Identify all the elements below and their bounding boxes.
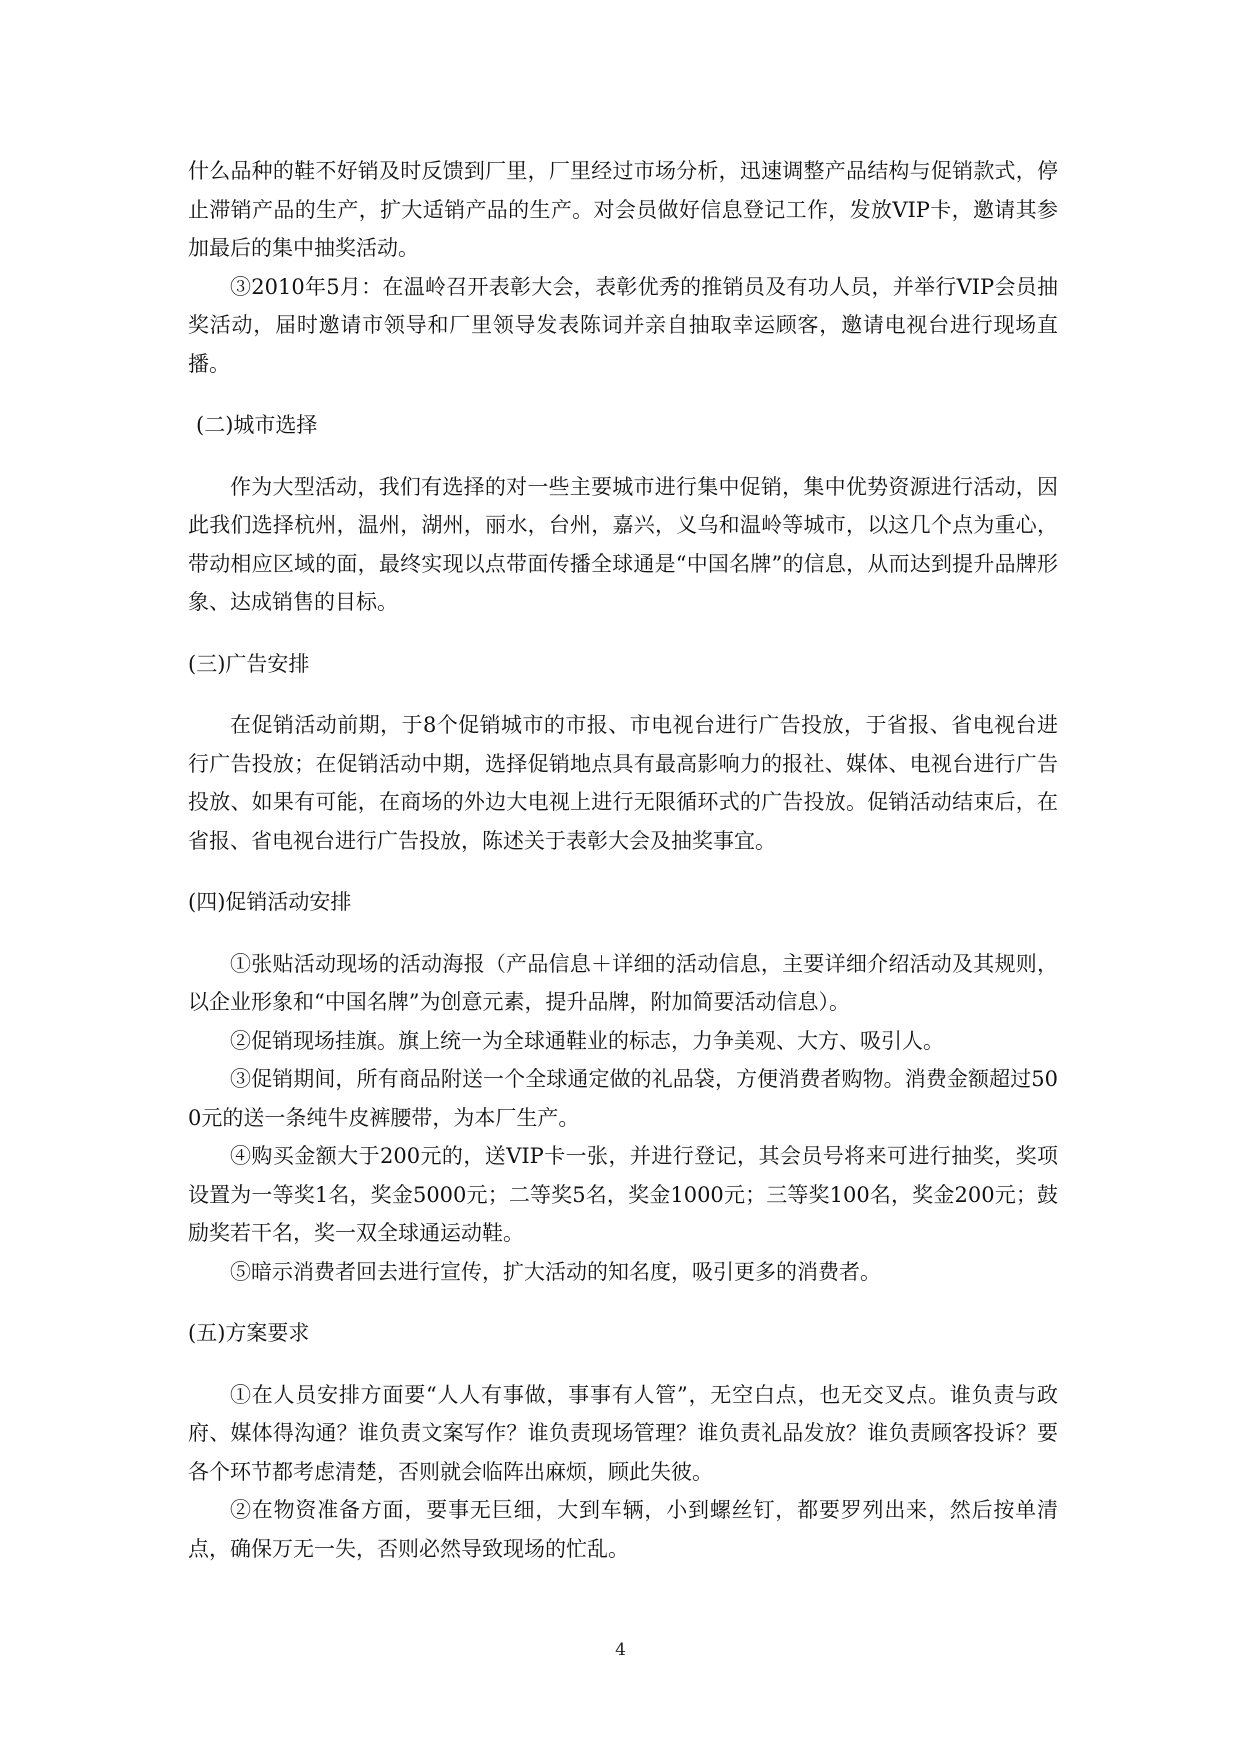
promotion-item-4: ④购买金额大于200元的，送VIP卡一张，并进行登记，其会员号将来可进行抽奖，奖项设置为一等奖1名，奖金5000元；二等奖5名，奖金1000元；三等奖100名，奖金200元；鼓励奖若干名，奖一双全球通运动鞋。 <box>188 1144 1058 1245</box>
section-heading-plan-requirements: (五)方案要求 <box>188 1321 310 1345</box>
continued-paragraph: 什么品种的鞋不好销及时反馈到厂里，厂里经过市场分析，迅速调整产品结构与促销款式，停止滞销产品的生产，扩大适销产品的生产。对会员做好信息登记工作，发放VIP卡，邀请其参加最后的集中抽奖活动。 <box>188 159 1058 260</box>
promotion-item-1: ①张贴活动现场的活动海报（产品信息＋详细的活动信息，主要详细介绍活动及其规则，以企业形象和“中国名牌”为创意元素，提升品牌，附加简要活动信息）。 <box>188 951 1058 1014</box>
requirement-item-2: ②在物资准备方面，要事无巨细，大到车辆，小到螺丝钉，都要罗列出来，然后按单清点，确保万无一失，否则必然导致现场的忙乱。 <box>188 1498 1058 1561</box>
advertising-paragraph: 在促销活动前期，于8个促销城市的市报、市电视台进行广告投放，于省报、省电视台进行广告投放；在促销活动中期，选择促销地点具有最高影响力的报社、媒体、电视台进行广告投放、如果有可能，在商场的外边大电视上进行无限循环式的广告投放。促销活动结束后，在省报、省电视台进行广告投放，陈述关于表彰大会及抽奖事宜。 <box>188 713 1058 853</box>
page-number: 4 <box>615 1640 626 1660</box>
section-heading-city-selection: (二)城市选择 <box>196 413 318 437</box>
city-selection-paragraph: 作为大型活动，我们有选择的对一些主要城市进行集中促销，集中优势资源进行活动，因此我们选择杭州，温州，湖州，丽水，台州，嘉兴，义乌和温岭等城市，以这几个点为重心，带动相应区域的面，最终实现以点带面传播全球通是“中国名牌”的信息，从而达到提升品牌形象、达成销售的目标。 <box>188 474 1058 614</box>
requirement-item-1: ①在人员安排方面要“人人有事做，事事有人管”，无空白点，也无交叉点。谁负责与政府、媒体得沟通？谁负责文案写作？谁负责现场管理？谁负责礼品发放？谁负责顾客投诉？要各个环节都考虑清楚，否则就会临阵出麻烦，顾此失彼。 <box>188 1382 1058 1484</box>
promotion-item-2: ②促销现场挂旗。旗上统一为全球通鞋业的标志，力争美观、大方、吸引人。 <box>230 1028 944 1053</box>
schedule-item-3: ③2010年5月：在温岭召开表彰大会，表彰优秀的推销员及有功人员，并举行VIP会员抽奖活动，届时邀请市领导和厂里领导发表陈词并亲自抽取幸运顾客，邀请电视台进行现场直播。 <box>188 274 1058 376</box>
page-body <box>188 152 1058 1568</box>
section-heading-promotion-arrangement: (四)促销活动安排 <box>188 890 352 914</box>
promotion-item-5: ⑤暗示消费者回去进行宣传，扩大活动的知名度，吸引更多的消费者。 <box>230 1259 881 1284</box>
section-heading-advertising: (三)广告安排 <box>188 651 310 676</box>
promotion-item-3: ③促销期间，所有商品附送一个全球通定做的礼品袋，方便消费者购物。消费金额超过500元的送一条纯牛皮裤腰带，为本厂生产。 <box>188 1067 1058 1130</box>
